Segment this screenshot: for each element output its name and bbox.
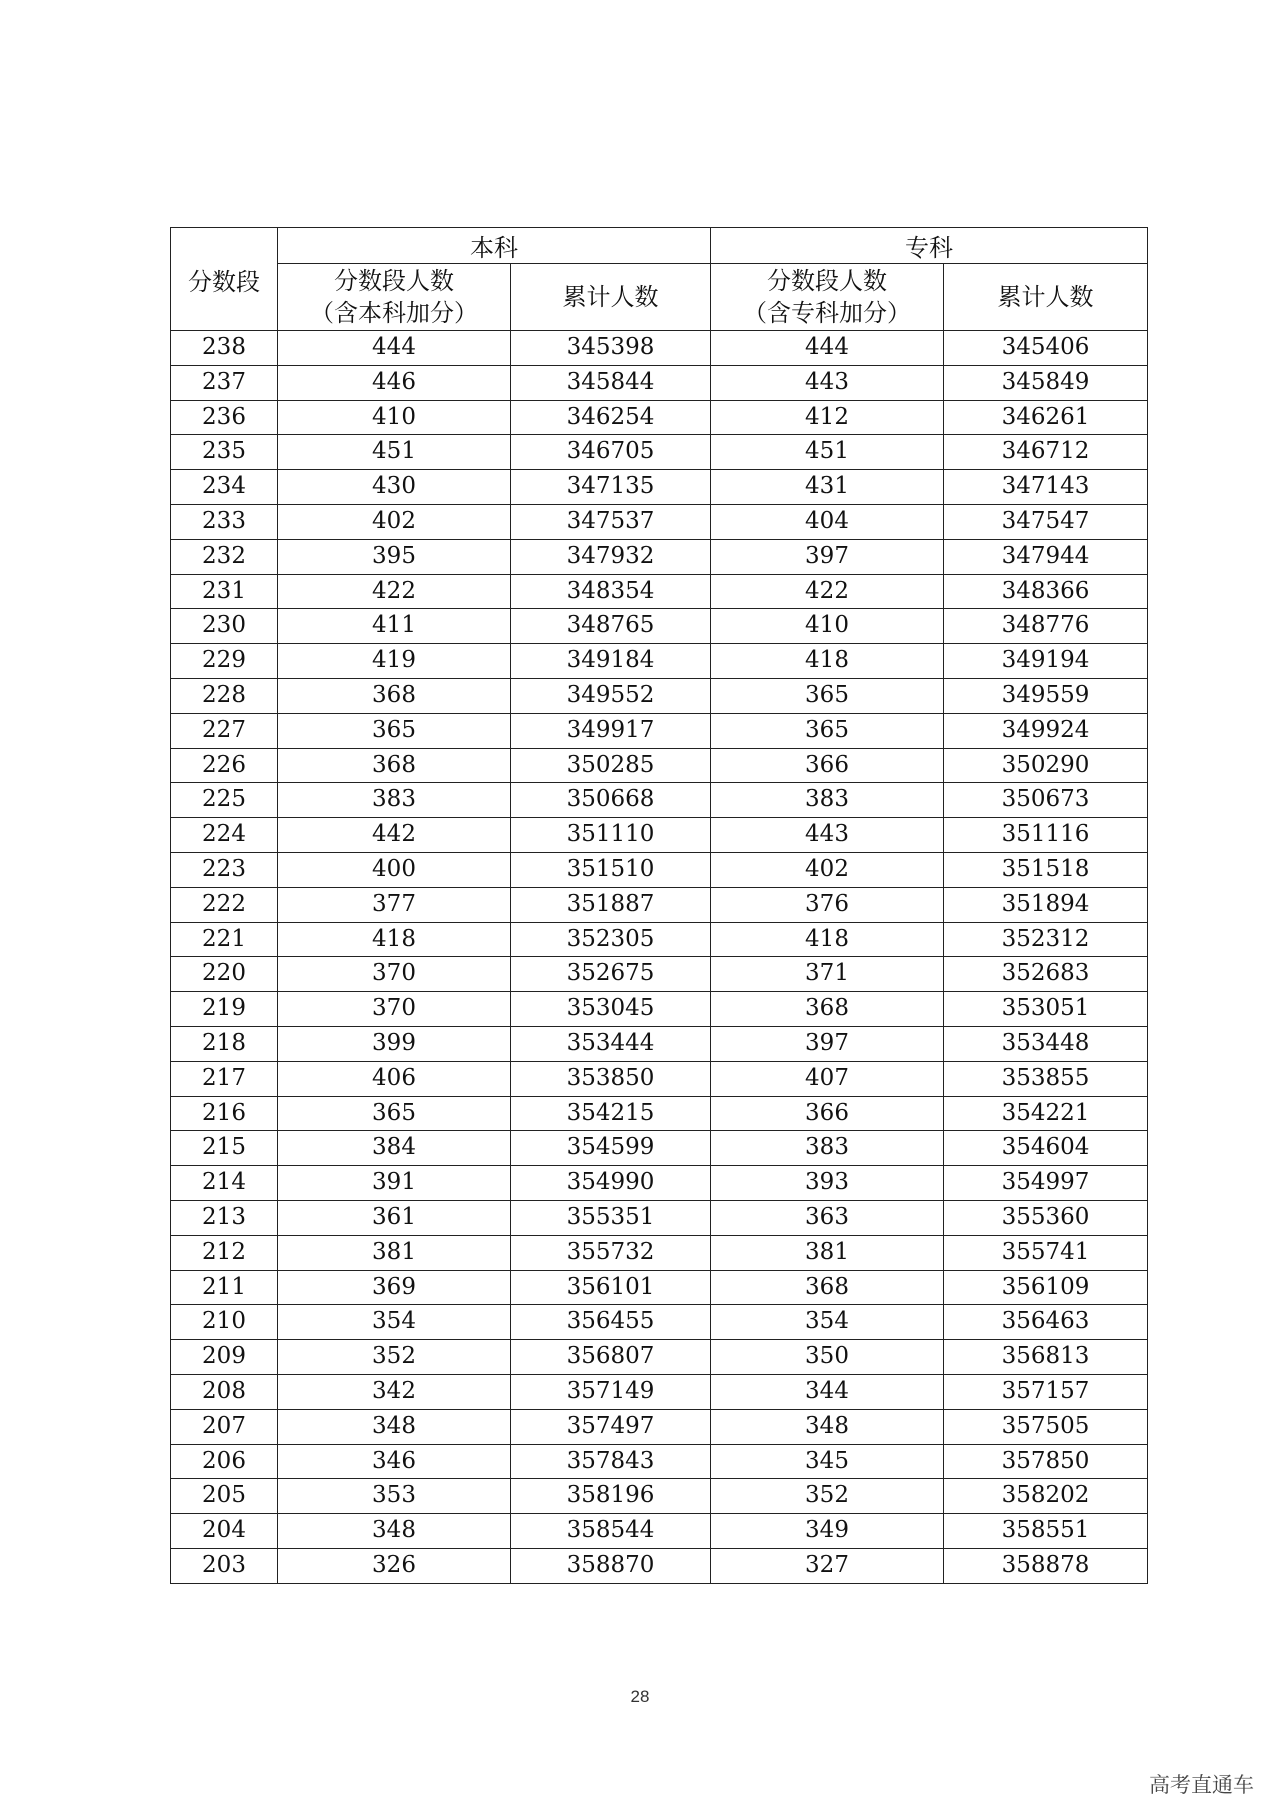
cell-undergrad-count: 370 xyxy=(278,992,511,1027)
cell-undergrad-count: 369 xyxy=(278,1270,511,1305)
cell-college-cumulative: 356813 xyxy=(944,1340,1148,1375)
cell-undergrad-count: 352 xyxy=(278,1340,511,1375)
cell-undergrad-cumulative: 353045 xyxy=(511,992,711,1027)
cell-undergrad-count: 391 xyxy=(278,1166,511,1201)
table-row xyxy=(171,470,1148,505)
cell-undergrad-count: 346 xyxy=(278,1444,511,1479)
cell-score: 238 xyxy=(171,331,278,366)
cell-undergrad-count: 402 xyxy=(278,504,511,539)
cell-college-cumulative: 349194 xyxy=(944,644,1148,679)
cell-undergrad-cumulative: 354215 xyxy=(511,1096,711,1131)
cell-undergrad-count: 365 xyxy=(278,1096,511,1131)
cell-undergrad-cumulative: 347537 xyxy=(511,504,711,539)
cell-college-count: 349 xyxy=(711,1514,944,1549)
cell-undergrad-count: 406 xyxy=(278,1061,511,1096)
cell-undergrad-count: 365 xyxy=(278,713,511,748)
table-row xyxy=(171,574,1148,609)
cell-score: 230 xyxy=(171,609,278,644)
cell-undergrad-cumulative: 352675 xyxy=(511,957,711,992)
cell-college-cumulative: 352312 xyxy=(944,922,1148,957)
table-row xyxy=(171,644,1148,679)
cell-college-count: 443 xyxy=(711,818,944,853)
cell-college-count: 451 xyxy=(711,435,944,470)
cell-college-cumulative: 357850 xyxy=(944,1444,1148,1479)
cell-undergrad-count: 444 xyxy=(278,331,511,366)
cell-college-cumulative: 346261 xyxy=(944,400,1148,435)
cell-undergrad-count: 410 xyxy=(278,400,511,435)
cell-college-count: 381 xyxy=(711,1235,944,1270)
cell-college-cumulative: 354604 xyxy=(944,1131,1148,1166)
cell-score: 215 xyxy=(171,1131,278,1166)
cell-undergrad-count: 342 xyxy=(278,1374,511,1409)
cell-college-cumulative: 354997 xyxy=(944,1166,1148,1201)
cell-undergrad-cumulative: 352305 xyxy=(511,922,711,957)
cell-college-cumulative: 349559 xyxy=(944,678,1148,713)
table-row xyxy=(171,783,1148,818)
cell-undergrad-count: 384 xyxy=(278,1131,511,1166)
cell-college-count: 350 xyxy=(711,1340,944,1375)
cell-college-count: 412 xyxy=(711,400,944,435)
cell-college-count: 443 xyxy=(711,365,944,400)
table-row xyxy=(171,1409,1148,1444)
cell-score: 223 xyxy=(171,852,278,887)
cell-college-cumulative: 350673 xyxy=(944,783,1148,818)
cell-score: 203 xyxy=(171,1548,278,1583)
cell-score: 235 xyxy=(171,435,278,470)
cell-college-count: 363 xyxy=(711,1200,944,1235)
cell-college-cumulative: 348366 xyxy=(944,574,1148,609)
cell-undergrad-cumulative: 350668 xyxy=(511,783,711,818)
cell-college-count: 422 xyxy=(711,574,944,609)
cell-undergrad-cumulative: 347932 xyxy=(511,539,711,574)
cell-undergrad-cumulative: 346254 xyxy=(511,400,711,435)
table-row xyxy=(171,1340,1148,1375)
cell-college-count: 352 xyxy=(711,1479,944,1514)
table-row xyxy=(171,818,1148,853)
cell-undergrad-cumulative: 353444 xyxy=(511,1026,711,1061)
cell-undergrad-count: 361 xyxy=(278,1200,511,1235)
cell-college-count: 383 xyxy=(711,1131,944,1166)
cell-undergrad-count: 446 xyxy=(278,365,511,400)
cell-score: 228 xyxy=(171,678,278,713)
cell-undergrad-cumulative: 353850 xyxy=(511,1061,711,1096)
cell-score: 229 xyxy=(171,644,278,679)
cell-undergrad-cumulative: 349917 xyxy=(511,713,711,748)
cell-score: 237 xyxy=(171,365,278,400)
cell-college-cumulative: 355741 xyxy=(944,1235,1148,1270)
cell-college-count: 344 xyxy=(711,1374,944,1409)
cell-college-cumulative: 358202 xyxy=(944,1479,1148,1514)
cell-undergrad-cumulative: 345398 xyxy=(511,331,711,366)
table-row xyxy=(171,992,1148,1027)
cell-college-cumulative: 347143 xyxy=(944,470,1148,505)
cell-score: 227 xyxy=(171,713,278,748)
header-junior-college: 专科 xyxy=(711,228,1148,264)
table-row xyxy=(171,887,1148,922)
table-row xyxy=(171,1131,1148,1166)
cell-college-cumulative: 345406 xyxy=(944,331,1148,366)
cell-undergrad-count: 411 xyxy=(278,609,511,644)
cell-college-count: 366 xyxy=(711,1096,944,1131)
header-college-cumulative: 累计人数 xyxy=(944,264,1148,331)
table-row xyxy=(171,331,1148,366)
cell-college-cumulative: 358551 xyxy=(944,1514,1148,1549)
cell-college-cumulative: 351894 xyxy=(944,887,1148,922)
cell-undergrad-count: 419 xyxy=(278,644,511,679)
cell-score: 236 xyxy=(171,400,278,435)
cell-undergrad-count: 368 xyxy=(278,748,511,783)
cell-undergrad-count: 370 xyxy=(278,957,511,992)
table-row xyxy=(171,1444,1148,1479)
cell-college-count: 368 xyxy=(711,992,944,1027)
table-row xyxy=(171,609,1148,644)
cell-undergrad-count: 368 xyxy=(278,678,511,713)
cell-undergrad-cumulative: 358196 xyxy=(511,1479,711,1514)
table-row xyxy=(171,1166,1148,1201)
cell-undergrad-cumulative: 358544 xyxy=(511,1514,711,1549)
cell-college-cumulative: 347944 xyxy=(944,539,1148,574)
cell-undergrad-cumulative: 350285 xyxy=(511,748,711,783)
cell-score: 216 xyxy=(171,1096,278,1131)
cell-college-cumulative: 356463 xyxy=(944,1305,1148,1340)
cell-college-cumulative: 345849 xyxy=(944,365,1148,400)
cell-college-cumulative: 355360 xyxy=(944,1200,1148,1235)
table-row xyxy=(171,1374,1148,1409)
cell-undergrad-cumulative: 356101 xyxy=(511,1270,711,1305)
table-row xyxy=(171,1096,1148,1131)
cell-score: 221 xyxy=(171,922,278,957)
cell-college-count: 393 xyxy=(711,1166,944,1201)
header-undergrad-count-line2: （含本科加分） xyxy=(310,299,478,327)
cell-undergrad-count: 326 xyxy=(278,1548,511,1583)
header-college-count-line1: 分数段人数 xyxy=(767,267,887,295)
table-row xyxy=(171,713,1148,748)
cell-undergrad-count: 451 xyxy=(278,435,511,470)
cell-undergrad-count: 422 xyxy=(278,574,511,609)
cell-undergrad-cumulative: 351110 xyxy=(511,818,711,853)
cell-score: 214 xyxy=(171,1166,278,1201)
cell-score: 218 xyxy=(171,1026,278,1061)
cell-undergrad-cumulative: 355732 xyxy=(511,1235,711,1270)
cell-undergrad-cumulative: 355351 xyxy=(511,1200,711,1235)
cell-college-cumulative: 357505 xyxy=(944,1409,1148,1444)
cell-score: 224 xyxy=(171,818,278,853)
table-row xyxy=(171,922,1148,957)
cell-undergrad-cumulative: 357843 xyxy=(511,1444,711,1479)
cell-undergrad-count: 383 xyxy=(278,783,511,818)
cell-score: 213 xyxy=(171,1200,278,1235)
cell-undergrad-cumulative: 351887 xyxy=(511,887,711,922)
cell-college-count: 366 xyxy=(711,748,944,783)
header-undergrad-count-line1: 分数段人数 xyxy=(334,267,454,295)
cell-undergrad-count: 348 xyxy=(278,1409,511,1444)
cell-college-cumulative: 350290 xyxy=(944,748,1148,783)
header-college-count-line2: （含专科加分） xyxy=(743,299,911,327)
cell-college-count: 431 xyxy=(711,470,944,505)
cell-score: 234 xyxy=(171,470,278,505)
cell-undergrad-cumulative: 354990 xyxy=(511,1166,711,1201)
cell-college-count: 365 xyxy=(711,678,944,713)
cell-undergrad-count: 399 xyxy=(278,1026,511,1061)
cell-college-count: 327 xyxy=(711,1548,944,1583)
cell-college-count: 365 xyxy=(711,713,944,748)
table-row xyxy=(171,539,1148,574)
cell-score: 233 xyxy=(171,504,278,539)
cell-college-count: 371 xyxy=(711,957,944,992)
cell-score: 211 xyxy=(171,1270,278,1305)
cell-undergrad-cumulative: 356807 xyxy=(511,1340,711,1375)
cell-college-count: 444 xyxy=(711,331,944,366)
cell-score: 210 xyxy=(171,1305,278,1340)
cell-college-count: 368 xyxy=(711,1270,944,1305)
cell-undergrad-count: 442 xyxy=(278,818,511,853)
cell-college-count: 383 xyxy=(711,783,944,818)
cell-college-cumulative: 353051 xyxy=(944,992,1148,1027)
table-row xyxy=(171,1026,1148,1061)
cell-college-count: 397 xyxy=(711,1026,944,1061)
table-row xyxy=(171,1270,1148,1305)
score-distribution-table xyxy=(170,227,1148,1584)
cell-college-cumulative: 349924 xyxy=(944,713,1148,748)
table-row xyxy=(171,400,1148,435)
cell-undergrad-cumulative: 346705 xyxy=(511,435,711,470)
cell-college-cumulative: 354221 xyxy=(944,1096,1148,1131)
cell-score: 217 xyxy=(171,1061,278,1096)
table-row xyxy=(171,1061,1148,1096)
cell-score: 222 xyxy=(171,887,278,922)
cell-college-count: 402 xyxy=(711,852,944,887)
cell-college-count: 407 xyxy=(711,1061,944,1096)
header-college-count xyxy=(711,264,944,331)
cell-college-cumulative: 353448 xyxy=(944,1026,1148,1061)
cell-undergrad-count: 395 xyxy=(278,539,511,574)
cell-college-count: 404 xyxy=(711,504,944,539)
table-row xyxy=(171,1305,1148,1340)
cell-college-cumulative: 351116 xyxy=(944,818,1148,853)
table-row xyxy=(171,1235,1148,1270)
cell-score: 204 xyxy=(171,1514,278,1549)
cell-undergrad-count: 381 xyxy=(278,1235,511,1270)
cell-college-count: 410 xyxy=(711,609,944,644)
cell-undergrad-cumulative: 357149 xyxy=(511,1374,711,1409)
cell-undergrad-cumulative: 356455 xyxy=(511,1305,711,1340)
cell-college-count: 418 xyxy=(711,922,944,957)
cell-college-cumulative: 353855 xyxy=(944,1061,1148,1096)
cell-undergrad-cumulative: 347135 xyxy=(511,470,711,505)
table-row xyxy=(171,1479,1148,1514)
table-row xyxy=(171,678,1148,713)
cell-score: 225 xyxy=(171,783,278,818)
cell-undergrad-cumulative: 354599 xyxy=(511,1131,711,1166)
cell-college-count: 348 xyxy=(711,1409,944,1444)
cell-score: 231 xyxy=(171,574,278,609)
cell-score: 206 xyxy=(171,1444,278,1479)
cell-undergrad-cumulative: 348354 xyxy=(511,574,711,609)
cell-college-count: 376 xyxy=(711,887,944,922)
cell-college-cumulative: 358878 xyxy=(944,1548,1148,1583)
table-row xyxy=(171,1548,1148,1583)
header-undergrad-count xyxy=(278,264,511,331)
cell-college-cumulative: 347547 xyxy=(944,504,1148,539)
cell-score: 207 xyxy=(171,1409,278,1444)
table-row xyxy=(171,748,1148,783)
header-score-band: 分数段 xyxy=(171,228,278,331)
cell-score: 212 xyxy=(171,1235,278,1270)
cell-undergrad-count: 353 xyxy=(278,1479,511,1514)
table-row xyxy=(171,365,1148,400)
cell-undergrad-cumulative: 351510 xyxy=(511,852,711,887)
table-row xyxy=(171,435,1148,470)
cell-college-cumulative: 357157 xyxy=(944,1374,1148,1409)
cell-undergrad-count: 418 xyxy=(278,922,511,957)
header-undergrad-cumulative: 累计人数 xyxy=(511,264,711,331)
cell-undergrad-count: 400 xyxy=(278,852,511,887)
cell-college-cumulative: 352683 xyxy=(944,957,1148,992)
cell-score: 209 xyxy=(171,1340,278,1375)
header-undergrad: 本科 xyxy=(278,228,711,264)
cell-undergrad-count: 348 xyxy=(278,1514,511,1549)
cell-score: 232 xyxy=(171,539,278,574)
cell-college-cumulative: 351518 xyxy=(944,852,1148,887)
cell-undergrad-count: 354 xyxy=(278,1305,511,1340)
table-body xyxy=(171,331,1148,1584)
cell-undergrad-cumulative: 357497 xyxy=(511,1409,711,1444)
cell-college-cumulative: 346712 xyxy=(944,435,1148,470)
table-row xyxy=(171,504,1148,539)
cell-score: 208 xyxy=(171,1374,278,1409)
cell-college-count: 418 xyxy=(711,644,944,679)
table-row xyxy=(171,852,1148,887)
cell-score: 205 xyxy=(171,1479,278,1514)
cell-college-cumulative: 356109 xyxy=(944,1270,1148,1305)
cell-undergrad-count: 377 xyxy=(278,887,511,922)
cell-undergrad-cumulative: 349552 xyxy=(511,678,711,713)
cell-undergrad-cumulative: 345844 xyxy=(511,365,711,400)
table-row xyxy=(171,1200,1148,1235)
cell-college-count: 397 xyxy=(711,539,944,574)
watermark-text: 高考直通车 xyxy=(1149,1773,1254,1797)
cell-college-count: 345 xyxy=(711,1444,944,1479)
cell-score: 219 xyxy=(171,992,278,1027)
page-number: 28 xyxy=(630,1687,650,1706)
cell-undergrad-cumulative: 358870 xyxy=(511,1548,711,1583)
table-row xyxy=(171,957,1148,992)
cell-score: 226 xyxy=(171,748,278,783)
cell-undergrad-cumulative: 349184 xyxy=(511,644,711,679)
cell-undergrad-cumulative: 348765 xyxy=(511,609,711,644)
cell-college-count: 354 xyxy=(711,1305,944,1340)
cell-college-cumulative: 348776 xyxy=(944,609,1148,644)
cell-undergrad-count: 430 xyxy=(278,470,511,505)
table-row xyxy=(171,1514,1148,1549)
cell-score: 220 xyxy=(171,957,278,992)
